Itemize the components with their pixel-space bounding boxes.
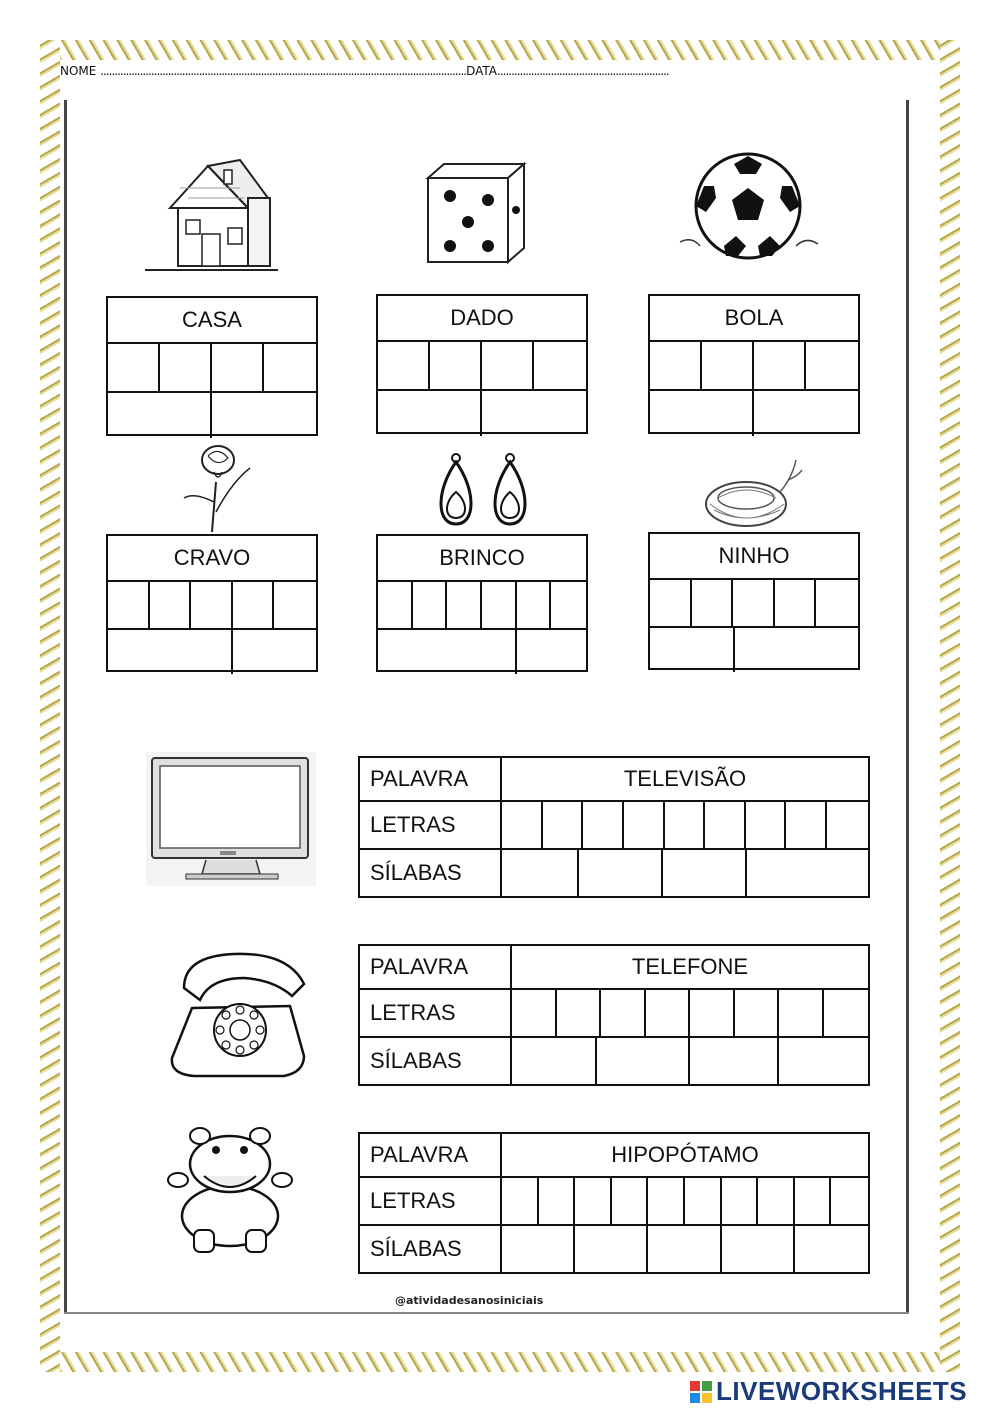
palavra-label: PALAVRA (359, 1133, 501, 1177)
letter-box[interactable] (447, 582, 482, 628)
syllable-box[interactable] (747, 850, 868, 896)
liveworksheets-logo-icon (690, 1381, 712, 1403)
letter-box[interactable] (754, 342, 806, 389)
letter-box[interactable] (575, 1178, 612, 1224)
soccer-ball-icon (672, 150, 822, 270)
flower-icon (176, 442, 256, 534)
letter-box[interactable] (775, 580, 817, 626)
syllable-box[interactable] (108, 393, 212, 438)
television-icon (146, 752, 316, 886)
letter-box[interactable] (601, 990, 646, 1036)
letter-box[interactable] (816, 580, 858, 626)
letter-box[interactable] (758, 1178, 795, 1224)
syllable-box[interactable] (648, 1226, 721, 1272)
syllable-box[interactable] (233, 630, 316, 674)
syllable-box[interactable] (650, 628, 735, 672)
letter-box[interactable] (551, 582, 586, 628)
syllables-cell (511, 1037, 869, 1085)
syllable-box[interactable] (378, 630, 517, 674)
syllable-box[interactable] (502, 850, 579, 896)
letter-box[interactable] (685, 1178, 722, 1224)
letter-box[interactable] (108, 344, 160, 391)
syllables-cell (501, 849, 869, 897)
word-card-bola (648, 294, 860, 434)
word-table-telefone (358, 944, 870, 1086)
syllable-box[interactable] (517, 630, 586, 674)
letter-box[interactable] (690, 990, 735, 1036)
letter-box[interactable] (233, 582, 275, 628)
letter-box[interactable] (824, 990, 869, 1036)
letter-box[interactable] (378, 342, 430, 389)
card-word: BRINCO (378, 536, 586, 582)
letter-box[interactable] (583, 802, 624, 848)
letter-box[interactable] (274, 582, 316, 628)
letter-box[interactable] (779, 990, 824, 1036)
letras-label: LETRAS (359, 1177, 501, 1225)
card-word: CASA (108, 298, 316, 344)
letras-label: LETRAS (359, 801, 501, 849)
letter-box[interactable] (539, 1178, 576, 1224)
syllable-box[interactable] (722, 1226, 795, 1272)
letter-box[interactable] (735, 990, 780, 1036)
header-line: NOME ..................................................................................................................................DATA............................................................. (60, 64, 669, 78)
card-word: BOLA (650, 296, 858, 342)
syllable-box[interactable] (795, 1226, 868, 1272)
letter-box[interactable] (482, 342, 534, 389)
syllable-box[interactable] (482, 391, 586, 436)
syllables-cell (501, 1225, 869, 1273)
pencil-border-left (40, 40, 60, 1372)
pencil-border-right (940, 40, 960, 1372)
syllable-box[interactable] (597, 1038, 690, 1084)
syllable-box[interactable] (735, 628, 858, 672)
letter-box[interactable] (831, 1178, 868, 1224)
letter-box[interactable] (786, 802, 827, 848)
date-label: DATA (466, 64, 497, 78)
syllable-box[interactable] (650, 391, 754, 436)
letter-box[interactable] (534, 342, 586, 389)
word-card-cravo (106, 534, 318, 672)
liveworksheets-brand[interactable] (690, 1376, 967, 1407)
letter-box[interactable] (108, 582, 150, 628)
nest-icon (700, 452, 804, 532)
letter-box[interactable] (482, 582, 517, 628)
card-word: DADO (378, 296, 586, 342)
letter-box[interactable] (502, 802, 543, 848)
letter-box[interactable] (150, 582, 192, 628)
name-label: NOME (60, 64, 97, 78)
syllable-box[interactable] (779, 1038, 868, 1084)
letters-cell (501, 801, 869, 849)
syllable-box[interactable] (579, 850, 663, 896)
table-word: TELEFONE (511, 945, 869, 989)
word-card-casa (106, 296, 318, 436)
letter-box[interactable] (665, 802, 706, 848)
silabas-label: SÍLABAS (359, 1225, 501, 1273)
telephone-icon (164, 948, 320, 1082)
word-table-televisao (358, 756, 870, 898)
syllable-box[interactable] (212, 393, 316, 438)
letter-box[interactable] (795, 1178, 832, 1224)
letter-box[interactable] (722, 1178, 759, 1224)
table-word: HIPOPÓTAMO (501, 1133, 869, 1177)
silabas-label: SÍLABAS (359, 849, 501, 897)
letters-cell (511, 989, 869, 1037)
inner-frame-bottom (64, 1312, 909, 1314)
silabas-label: SÍLABAS (359, 1037, 511, 1085)
letter-box[interactable] (264, 344, 316, 391)
letter-box[interactable] (378, 582, 413, 628)
letter-box[interactable] (650, 580, 692, 626)
letter-box[interactable] (612, 1178, 649, 1224)
earrings-icon (432, 450, 536, 530)
letter-box[interactable] (502, 1178, 539, 1224)
word-card-ninho (648, 532, 860, 670)
letter-box[interactable] (733, 580, 775, 626)
inner-frame-left (64, 100, 67, 1314)
letras-label: LETRAS (359, 989, 511, 1037)
table-word: TELEVISÃO (501, 757, 869, 801)
word-table-hipopotamo (358, 1132, 870, 1274)
brand-name: LIVEWORKSHEETS (716, 1376, 968, 1406)
letter-box[interactable] (212, 344, 264, 391)
letter-box[interactable] (160, 344, 212, 391)
letter-box[interactable] (517, 582, 552, 628)
letters-cell (501, 1177, 869, 1225)
letter-box[interactable] (430, 342, 482, 389)
letter-box[interactable] (543, 802, 584, 848)
letter-box[interactable] (650, 342, 702, 389)
hippo-icon (164, 1120, 300, 1256)
letter-box[interactable] (702, 342, 754, 389)
letter-box[interactable] (646, 990, 691, 1036)
letter-box[interactable] (705, 802, 746, 848)
letter-box[interactable] (191, 582, 233, 628)
pencil-border-top (40, 40, 960, 60)
letter-box[interactable] (806, 342, 858, 389)
inner-frame-right (906, 100, 909, 1314)
pencil-border-bottom (40, 1352, 960, 1372)
palavra-label: PALAVRA (359, 945, 511, 989)
syllable-box[interactable] (690, 1038, 779, 1084)
card-word: NINHO (650, 534, 858, 580)
syllable-box[interactable] (663, 850, 747, 896)
word-card-dado (376, 294, 588, 434)
author-handle: @atividadesanosiniciais (395, 1294, 544, 1307)
letter-box[interactable] (692, 580, 734, 626)
syllable-box[interactable] (512, 1038, 597, 1084)
letter-box[interactable] (827, 802, 868, 848)
house-icon (140, 148, 280, 278)
syllable-box[interactable] (754, 391, 858, 436)
letter-box[interactable] (746, 802, 787, 848)
card-word: CRAVO (108, 536, 316, 582)
letter-box[interactable] (557, 990, 602, 1036)
letter-box[interactable] (512, 990, 557, 1036)
word-card-brinco (376, 534, 588, 672)
dice-icon (420, 160, 532, 268)
letter-box[interactable] (413, 582, 448, 628)
syllable-box[interactable] (575, 1226, 648, 1272)
syllable-box[interactable] (378, 391, 482, 436)
syllable-box[interactable] (108, 630, 233, 674)
letter-box[interactable] (624, 802, 665, 848)
letter-box[interactable] (648, 1178, 685, 1224)
palavra-label: PALAVRA (359, 757, 501, 801)
syllable-box[interactable] (502, 1226, 575, 1272)
